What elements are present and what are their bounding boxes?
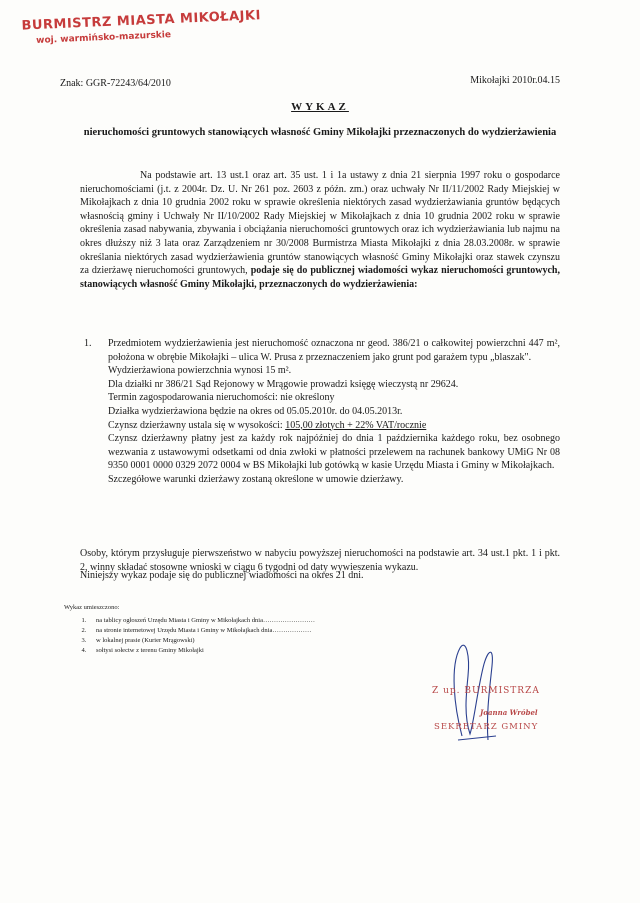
publication-paragraph: Niniejszy wykaz podaje się do publicznej wiadomości na okres 21 dni. <box>80 570 364 581</box>
signature-stamp <box>432 686 582 766</box>
item-lease-period: Działka wydzierżawiona będzie na okres od 05.05.2010r. do 04.05.2013r. <box>108 405 403 417</box>
signature-stamp-position: SEKRETARZ GMINY <box>434 722 539 732</box>
signature-stamp-name: Joanna Wróbel <box>480 708 538 717</box>
posting-item: 1. na tablicy ogłoszeń Urzędu Miasta i Gminy w Mikołajkach dnia…………………… <box>88 616 315 626</box>
reference-number: Znak: GGR-72243/64/2010 <box>60 78 171 89</box>
intro-paragraph <box>80 169 560 291</box>
item-conditions: Szczegółowe warunki dzierżawy zostaną określone w umowie dzierżawy. <box>108 473 404 485</box>
posting-item: 4. sołtysi sołectw z terenu Gminy Mikołajki <box>88 646 315 656</box>
signature-stamp-authority: Z up. BURMISTRZA <box>432 686 540 696</box>
property-list <box>80 337 560 487</box>
posting-item: 2. na stronie internetowej Urzędu Miasta i Gminy w Mikołajkach dnia……………… <box>88 626 315 636</box>
document-title: WYKAZ <box>291 101 349 113</box>
document-subtitle: nieruchomości gruntowych stanowiących własność Gminy Mikołajki przeznaczonych do wydzierżawienia <box>83 127 557 138</box>
item-land-register: Dla działki nr 386/21 Sąd Rejonowy w Mrągowie prowadzi księgę wieczystą nr 29624. <box>108 378 459 390</box>
item-area: Wydzierżawiona powierzchnia wynosi 15 m². <box>108 365 292 377</box>
item-development-term: Termin zagospodarowania nieruchomości: nie określony <box>108 392 335 404</box>
stamp-title: BURMISTRZ MIASTA MIKOŁAJKI <box>21 8 262 34</box>
intro-bold-text: podaje się do publicznej wiadomości wykaz nieruchomości gruntowych, stanowiących własność Gminy Mikołajki, przeznaczonych do wydzierżawienia: <box>80 265 560 290</box>
item-rent <box>108 419 560 433</box>
item-number: 1. <box>84 338 92 349</box>
priority-paragraph: Osoby, którym przysługuje pierwszeństwo w nabyciu powyższej nieruchomości na podstawie art. 34 ust.1 pkt. 1 i pkt. 2, winny składać stosowne wnioski w ciągu 6 tygodni od daty wywieszenia wykazu. <box>80 548 560 573</box>
stamp-region: woj. warmińsko-mazurskie <box>35 30 172 46</box>
posting-list <box>64 603 315 656</box>
rent-prefix: Czynsz dzierżawny ustala się w wysokości: <box>108 419 286 431</box>
place-date: Mikołajki 2010r.04.15 <box>470 75 560 86</box>
intro-text: Na podstawie art. 13 ust.1 oraz art. 35 ust. 1 i 1a ustawy z dnia 21 sierpnia 1997 roku o gospodarce nieruchomościami (j.t. z 2004r. Dz. U. Nr 261 poz. 2603 z późn. zm.) oraz uchwały Nr II/11/2002 Rady Miejskiej w Mikołajkach z dnia 10 grudnia 2002 roku w sprawie określenia niektórych zasad wydzierżawiania gruntów będących własnością gminy i Uchwały Nr II/10/2002 Rady Miejskiej w Mikołajkach z dnia 10 grudnia 2002 roku w sprawie określenia zasad nabywania, zbywania i obciążania nieruchomości gruntowych oraz ich wydzierżawiania lub najmu na okres dłuższy niż 3 lata oraz Zarządzeniem nr 30/2008 Burmistrza Miasta Mikołajki z dnia 28.03.2008r. w sprawie określania niektórych zasad wydzierżawienia gruntów stanowiących własność Gminy Mikołajki oraz stawek czynszu za dzierżawę nieruchomości gruntowych, <box>80 170 560 277</box>
item-description: Przedmiotem wydzierżawienia jest nieruchomość oznaczona nr geod. 386/21 o całkowitej powierzchni 447 m², położona w obrębie Mikołajki – ulica W. Prusa z przeznaczeniem jako grunt pod garażem typu „blaszak". <box>108 338 560 363</box>
posting-heading: Wykaz umieszczono: <box>64 604 120 611</box>
office-stamp <box>21 8 262 58</box>
item-payment: Czynsz dzierżawny płatny jest za każdy rok najpóźniej do dnia 1 października każdego roku, bez osobnego wezwania z ustawowymi odsetkami od dnia zwłoki w płatności przelewem na rachunek bankowy UMiG Nr 08 9350 0001 0000 0329 2072 0004 w BS Mikołajki lub gotówką w kasie Urzędu Miasta i Gminy w Mikołajkach. <box>108 433 560 472</box>
posting-item: 3. w lokalnej prasie (Kurier Mrągowski) <box>88 636 315 646</box>
list-item <box>80 337 560 487</box>
rent-value: 105,00 złotych + 22% VAT/rocznie <box>285 419 427 431</box>
